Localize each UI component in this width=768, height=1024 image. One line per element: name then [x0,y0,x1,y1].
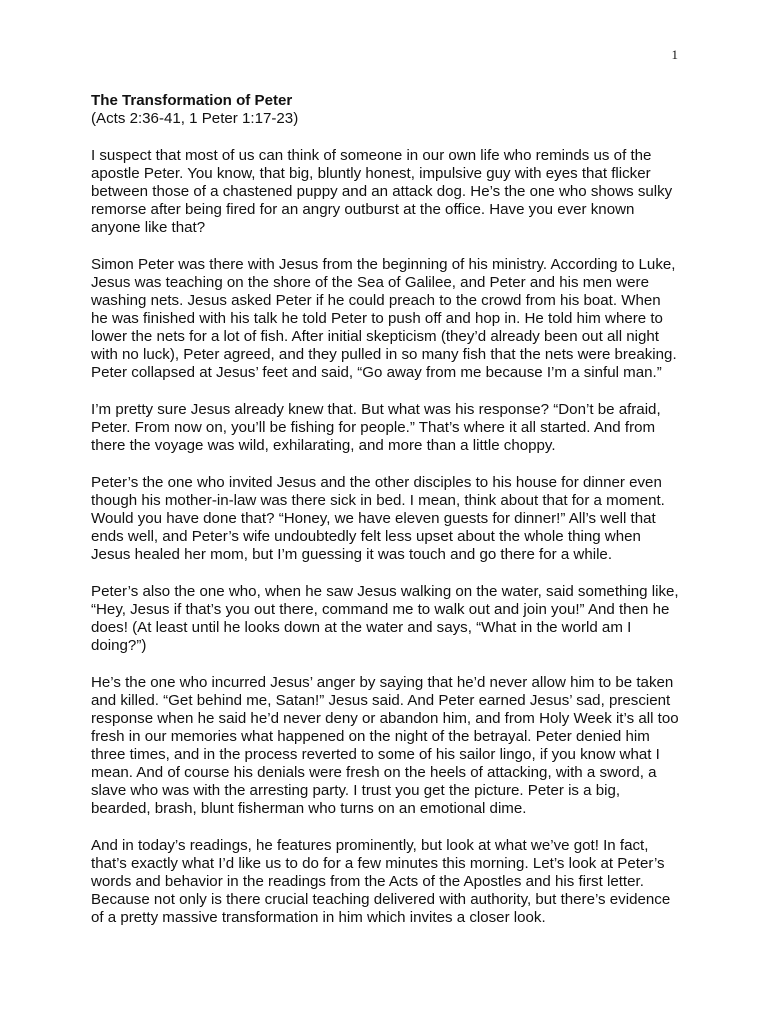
paragraph [91,147,691,237]
text-line: anyone like that? [91,219,206,236]
text-line: I suspect that most of us can think of someone in our own life who reminds us of the [91,147,652,164]
text-line: response when he said he’d never deny or abandon him, and from Holy Week it’s all too [91,710,679,727]
text-line: bearded, brash, blunt fisherman who turns on an emotional dime. [91,800,527,817]
text-line: mean. And of course his denials were fresh on the heels of attacking, with a sword, a [91,764,657,781]
text-line: And in today’s readings, he features prominently, but look at what we’ve got! In fact, [91,837,649,854]
text-line: there the voyage was wild, exhilarating, and more than a little choppy. [91,437,556,454]
text-line: of a pretty massive transformation in him which invites a closer look. [91,909,546,926]
scripture-reference: (Acts 2:36-41, 1 Peter 1:17-23) [91,110,299,127]
text-line: remorse after being fired for an angry outburst at the office. Have you ever known [91,201,635,218]
text-line: ends well, and Peter’s wife undoubtedly felt less upset about the whole thing when [91,528,641,545]
paragraph [91,474,691,564]
paragraph [91,256,691,382]
text-line: Peter’s the one who invited Jesus and the other disciples to his house for dinner even [91,474,662,491]
text-line: fresh in our memories what happened on the night of the betrayal. Peter denied him [91,728,650,745]
text-line: “Hey, Jesus if that’s you out there, command me to walk out and join you!” And then he [91,601,670,618]
text-line: between those of a chastened puppy and an attack dog. He’s the one who shows sulky [91,183,673,200]
text-line: Jesus healed her mom, but I’m guessing it was touch and go there for a while. [91,546,613,563]
text-line: though his mother-in-law was there sick in bed. I mean, think about that for a moment. [91,492,665,509]
paragraph [91,674,691,818]
text-line: I’m pretty sure Jesus already knew that. But what was his response? “Don’t be afraid, [91,401,661,418]
text-line: slave who was with the arresting party. I trust you get the picture. Peter is a big, [91,782,621,799]
text-line: apostle Peter. You know, that big, bluntly honest, impulsive guy with eyes that flicker [91,165,651,182]
text-line: doing?”) [91,637,147,654]
paragraph [91,837,691,927]
text-line: and killed. “Get behind me, Satan!” Jesus said. And Peter earned Jesus’ sad, prescient [91,692,671,709]
document-title: The Transformation of Peter [91,92,293,109]
document-body [91,92,691,927]
paragraph [91,583,691,655]
text-line: He’s the one who incurred Jesus’ anger by saying that he’d never allow him to be taken [91,674,674,691]
text-line: Simon Peter was there with Jesus from the beginning of his ministry. According to Luke, [91,256,676,273]
text-line: Because not only is there crucial teaching delivered with authority, but there’s evidence [91,891,671,908]
text-line: Jesus was teaching on the shore of the Sea of Galilee, and Peter and his men were [91,274,649,291]
text-line: he was finished with his talk he told Peter to push off and hop in. He told him where to [91,310,663,327]
page-number: 1 [671,47,678,62]
paragraph [91,401,691,455]
text-line: three times, and in the process reverted to some of his sailor lingo, if you know what I [91,746,660,763]
text-line: Would you have done that? “Honey, we have eleven guests for dinner!” All’s well that [91,510,656,527]
text-line: Peter collapsed at Jesus’ feet and said, “Go away from me because I’m a sinful man.” [91,364,662,381]
text-line: lower the nets for a lot of fish. After initial skepticism (they’d already been out all night [91,328,659,345]
text-line: Peter’s also the one who, when he saw Jesus walking on the water, said something like, [91,583,679,600]
text-line: washing nets. Jesus asked Peter if he could preach to the crowd from his boat. When [91,292,661,309]
text-line: words and behavior in the readings from the Acts of the Apostles and his first letter. [91,873,644,890]
text-line: does! (At least until he looks down at the water and says, “What in the world am I [91,619,632,636]
text-line: that’s exactly what I’d like us to do for a few minutes this morning. Let’s look at Peter’s [91,855,665,872]
text-line: Peter. From now on, you’ll be fishing for people.” That’s where it all started. And from [91,419,656,436]
text-line: with no luck), Peter agreed, and they pulled in so many fish that the nets were breaking. [91,346,677,363]
